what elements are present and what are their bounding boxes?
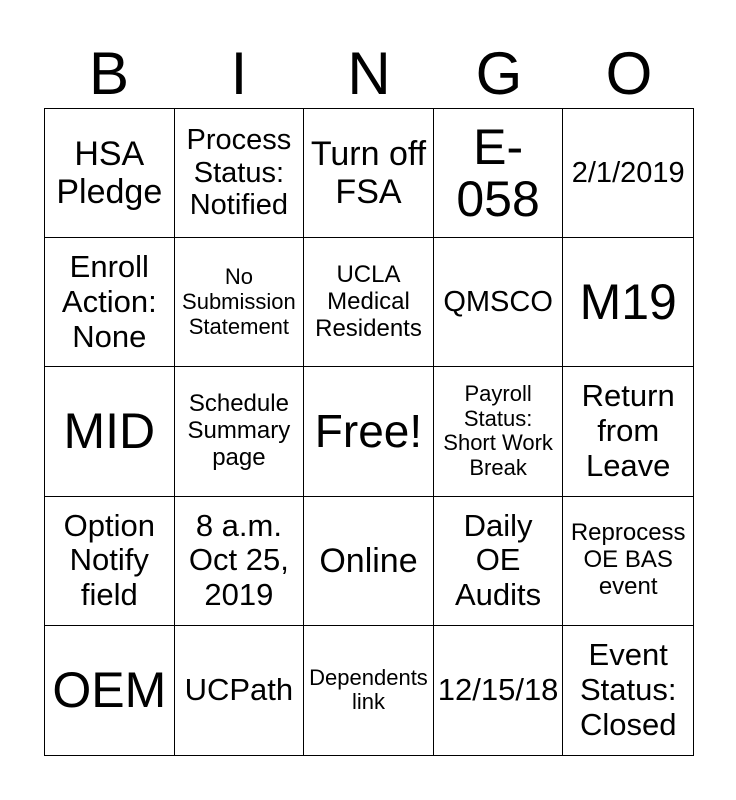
bingo-cell[interactable]: Reprocess OE BAS event xyxy=(563,497,693,626)
bingo-cell[interactable]: UCPath xyxy=(175,626,305,755)
header-letter-g: G xyxy=(475,40,523,107)
bingo-header xyxy=(44,40,694,108)
header-letter-i: I xyxy=(230,40,248,107)
bingo-cell[interactable]: Return from Leave xyxy=(563,367,693,496)
header-letter-b: B xyxy=(88,40,130,107)
bingo-cell[interactable]: Schedule Summary page xyxy=(175,367,305,496)
bingo-cell[interactable]: Daily OE Audits xyxy=(434,497,564,626)
bingo-cell[interactable]: 2/1/2019 xyxy=(563,109,693,238)
bingo-board xyxy=(44,108,694,756)
bingo-cell[interactable]: HSA Pledge xyxy=(45,109,175,238)
bingo-cell[interactable]: Option Notify field xyxy=(45,497,175,626)
bingo-cell[interactable]: OEM xyxy=(45,626,175,755)
bingo-cell[interactable]: M19 xyxy=(563,238,693,367)
bingo-cell[interactable]: Payroll Status: Short Work Break xyxy=(434,367,564,496)
bingo-cell[interactable]: UCLA Medical Residents xyxy=(304,238,434,367)
header-letter-n: N xyxy=(347,40,391,107)
header-letter-o: O xyxy=(605,40,653,107)
bingo-cell[interactable]: MID xyxy=(45,367,175,496)
bingo-cell[interactable]: No Submission Statement xyxy=(175,238,305,367)
bingo-cell[interactable]: 12/15/18 xyxy=(434,626,564,755)
bingo-cell[interactable]: Event Status: Closed xyxy=(579,637,677,742)
free-space[interactable]: Free! xyxy=(304,367,434,496)
bingo-cell[interactable]: Process Status: Notified xyxy=(175,109,305,238)
bingo-cell[interactable]: Online xyxy=(304,497,434,626)
bingo-cell[interactable]: E- 058 xyxy=(434,109,564,238)
bingo-cell[interactable]: Enroll Action: None xyxy=(45,238,175,367)
bingo-cell[interactable]: Dependents link xyxy=(304,626,434,755)
bingo-cell[interactable]: 8 a.m. Oct 25, 2019 xyxy=(175,497,305,626)
bingo-cell[interactable]: QMSCO xyxy=(434,238,564,367)
bingo-cell[interactable]: Turn off FSA xyxy=(304,109,434,238)
